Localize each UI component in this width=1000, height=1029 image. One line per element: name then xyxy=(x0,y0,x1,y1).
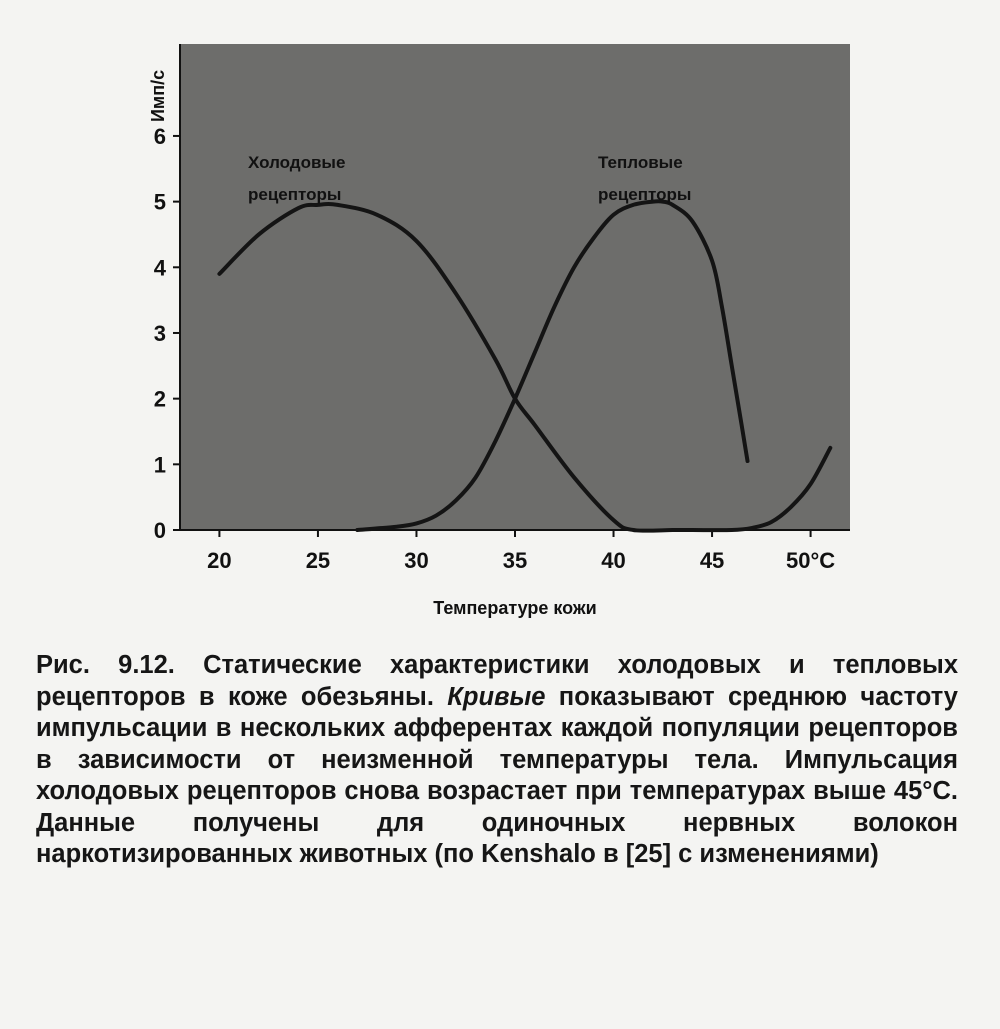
y-tick-label: 3 xyxy=(153,320,166,346)
x-tick-label: 35 xyxy=(502,548,528,573)
y-tick-label: 4 xyxy=(153,255,166,281)
caption-text-2: показывают среднюю частоту импульсации в нескольких афферентах каждой популяции рецепторов в зависимости от неизменной температуры тела. Импульсация холодовых рецепторов снова возрастает при температурах выше 45°С. Данные получены для одиночных нервных волокон наркотизированных животных (по Kenshalo в [25] с изменениями) xyxy=(36,682,958,868)
y-tick-label: 1 xyxy=(153,452,166,478)
y-tick-label: 6 xyxy=(153,123,166,149)
x-tick-label: 40 xyxy=(601,548,626,573)
figure-caption xyxy=(36,650,958,871)
caption-text-1: . Статические характеристики холодовых и тепловых рецепторов в коже обезьяны. xyxy=(36,651,958,711)
plot-area xyxy=(180,44,850,530)
y-tick-label: 2 xyxy=(153,386,166,412)
x-tick-label: 50°C xyxy=(786,548,836,573)
y-axis-title: Имп/с xyxy=(148,69,168,122)
series-label-cold-line1: Холодовые xyxy=(248,153,346,172)
x-axis-title: Температуре кожи xyxy=(433,598,597,618)
x-tick-label: 30 xyxy=(404,548,429,573)
x-tick-label: 20 xyxy=(207,548,232,573)
series-label-cold-line2: рецепторы xyxy=(248,185,342,204)
x-tick-label: 25 xyxy=(305,548,331,573)
caption-italic-word: Кривые xyxy=(447,682,546,711)
y-tick-label: 0 xyxy=(153,518,166,543)
x-tick-label: 45 xyxy=(699,548,725,573)
series-label-warm-line1: Тепловые xyxy=(598,153,683,172)
series-label-warm-line2: рецепторы xyxy=(598,185,692,204)
figure-number: Рис. 9.12 xyxy=(36,651,168,679)
y-tick-label: 5 xyxy=(153,189,166,215)
